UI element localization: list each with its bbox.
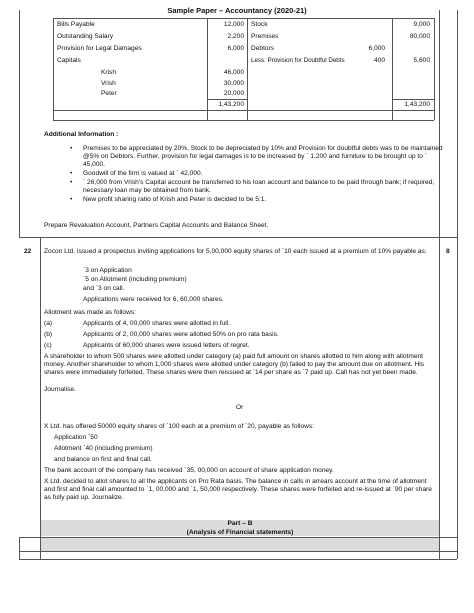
bs-left-label: Vrish: [101, 80, 116, 87]
allotment-heading: Allotment was made as follows:: [44, 309, 136, 316]
bs-right-label: Debtors: [251, 45, 275, 52]
allotment-text: Applicants of 4, 00,000 shares were allotted in full.: [83, 320, 230, 327]
bs-right-sub: 6,000: [368, 45, 385, 52]
journalise-text: Journalise.: [44, 386, 76, 393]
allotment-key: (c): [44, 342, 52, 349]
part-b-subtitle: (Analysis of Financial statements): [186, 529, 294, 536]
bs-left-amount: 6,000: [227, 45, 244, 52]
bs-left-amount: 2,200: [227, 33, 244, 40]
page-title: Sample Paper – Accountancy (2020-21): [167, 6, 307, 15]
bs-total-right: 1,43,200: [404, 101, 430, 108]
applications-received: Applications were received for 6, 60,000 shares.: [83, 296, 224, 303]
alt-paragraph: X Ltd. decided to allot shares to all the applicants on Pro Rata basis. The balance in calls in arrears account at the time of allotment and first and final call amounted to `1, 00,000 and `1, 50,000 respectively. These shares were forfeited and re-issued at `90 per share as fully paid up. Journalize.: [44, 478, 432, 501]
bs-left-label: Outstanding Salary: [57, 33, 114, 40]
bs-left-label: Bills Payable: [57, 21, 95, 28]
payable-line: and `3 on call.: [83, 285, 125, 292]
bs-right-label: Less: Provision for Doubtful Debts: [251, 57, 345, 64]
allotment-key: (b): [44, 331, 53, 338]
bs-right-label: Stock: [251, 21, 268, 28]
bs-left-label: Peter: [101, 90, 117, 97]
list-item: • New profit sharing ratio of Krish and Peter is decided to be 5:1.: [83, 196, 449, 204]
payable-line: `5 on Allotment (including premium): [83, 276, 187, 283]
bs-left-label: Krish: [101, 69, 117, 76]
question-number: 22: [24, 248, 32, 255]
bs-right-amount: 5,600: [413, 57, 430, 64]
bs-total-left: 1,43,200: [218, 101, 244, 108]
alt-paragraph: The bank account of the company has received `35, 00,000 on account of share application money.: [44, 467, 334, 474]
list-item: • Goodwill of the firm is valued at ` 42,000.: [83, 170, 449, 178]
alt-payable-line: and balance on first and final call.: [54, 456, 152, 463]
additional-info-list: [83, 145, 449, 205]
bs-left-label: Provision for Legal Damages: [57, 45, 142, 52]
bs-left-amount: 30,000: [223, 80, 244, 87]
bs-left-label: Capitals: [57, 57, 81, 64]
alt-payable-line: Application `50: [54, 434, 98, 441]
allotment-text: Applicants of 60,000 shares were issued letters of regret.: [83, 342, 250, 349]
bs-left-amount: 20,000: [223, 90, 244, 97]
q22-intro: Zocon Ltd. issued a prospectus inviting applications for 5,00,000 equity shares of `10 each issued at a premium of 10% payable as:: [44, 248, 427, 255]
alt-intro: X Ltd. has offered 50000 equity shares of `100 each at a premium of `20, payable as follows:: [44, 423, 315, 430]
list-item: • ` 26,000 from Vrish’s Capital account be transferred to his loan account and balance to be paid through bank; if required, necessary loan may be obtained from bank.: [83, 179, 449, 195]
or-divider: Or: [236, 404, 244, 411]
question-marks: 8: [446, 248, 450, 255]
bs-left-amount: 46,000: [223, 69, 244, 76]
bs-right-amount: 80,000: [409, 33, 430, 40]
bs-left-amount: 12,000: [223, 21, 244, 28]
q22-paragraph: A shareholder to whom 500 shares were allotted under category (a) paid full amount on shares allotted to him along with allotment money. Another shareholder to whom 1,000 shares were allotted under category (b) failed to pay the amount due on allotment. His shares were immediately forfeited. These shares were then reissued at `14 per share as `7 paid up. Call has not yet been made.: [44, 353, 424, 376]
list-item: • Premises to be appreciated by 20%, Stock to be depreciated by 10% and Provision for doubtful debts was to be maintained @5% on Debtors. Further, provision for legal damages is to be increased by ` 1,200 and furniture to be brought up to ` 45,000.: [83, 145, 449, 169]
allotment-key: (a): [44, 320, 53, 327]
additional-closing: Prepare Revaluation Account, Partners Capital Accounts and Balance Sheet.: [44, 222, 269, 229]
allotment-text: Applicants of 2, 00,000 shares were allotted 50% on pro rata basis.: [83, 331, 279, 338]
part-b-title: Part – B: [227, 520, 253, 527]
additional-info-heading: Additional Information :: [44, 131, 119, 138]
alt-payable-line: Allotment `40 (including premium): [54, 445, 153, 452]
payable-line: `3 on Application: [83, 267, 132, 274]
bs-right-amount: 9,000: [413, 21, 430, 28]
bs-right-sub: 400: [373, 57, 385, 64]
bs-right-label: Premises: [251, 33, 279, 40]
